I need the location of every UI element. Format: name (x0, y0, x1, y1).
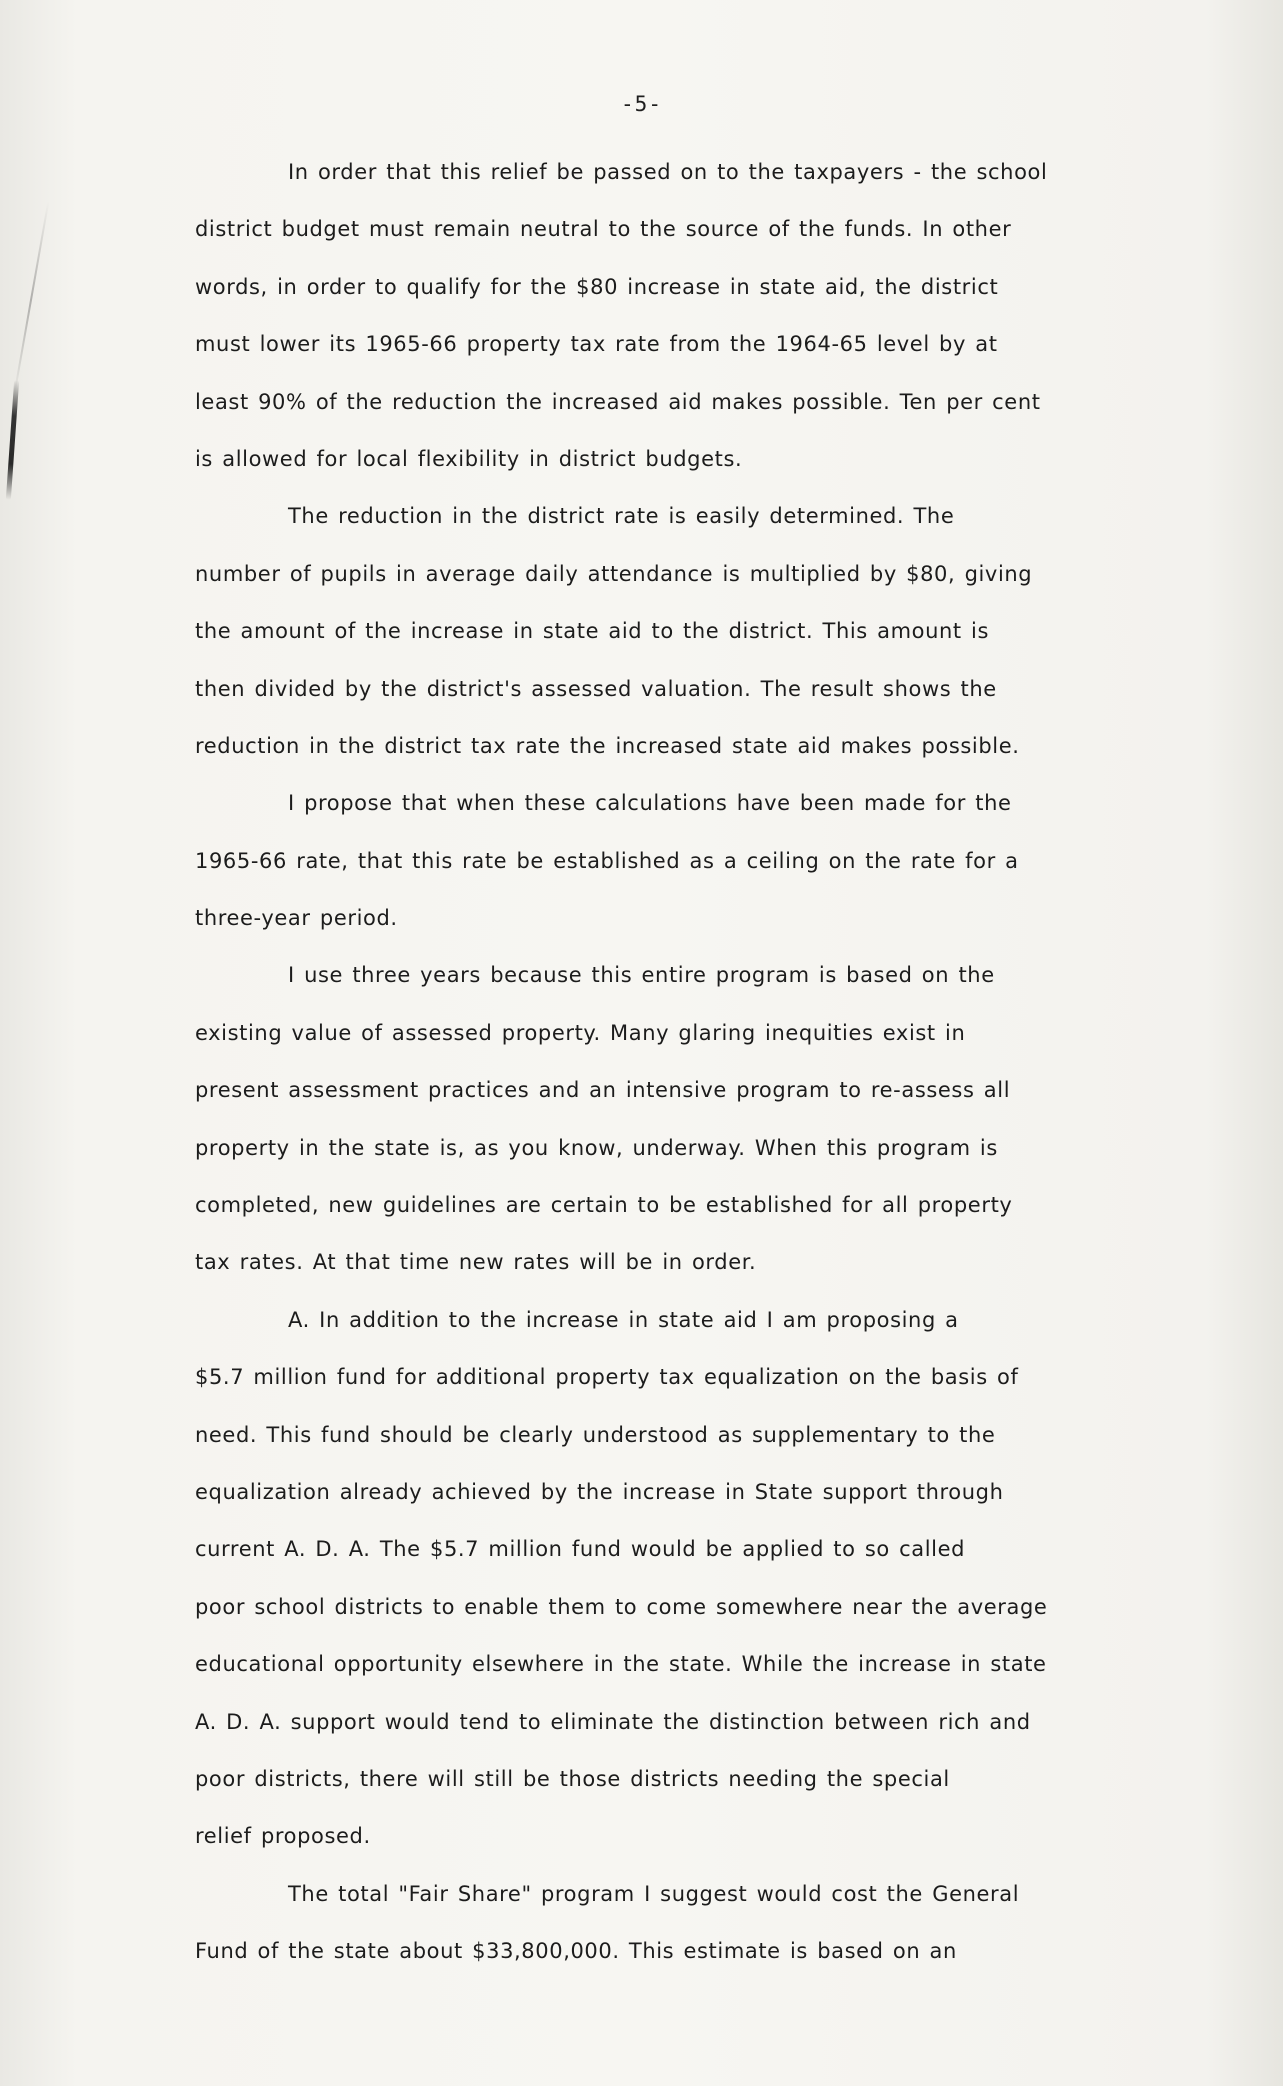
text-line: present assessment practices and an intensive program to re-assess all (195, 1078, 1011, 1103)
text-line: must lower its 1965-66 property tax rate from the 1964-65 level by at (195, 332, 998, 357)
text-line: current A. D. A. The $5.7 million fund would be applied to so called (195, 1537, 966, 1562)
body-text (195, 144, 1145, 1981)
text-line: need. This fund should be clearly understood as supplementary to the (195, 1422, 996, 1447)
text-line: I use three years because this entire program is based on the (288, 963, 995, 988)
text-line: In order that this relief be passed on to the taxpayers - the school (288, 160, 1048, 184)
paper-crease-mark (13, 201, 50, 398)
text-line: The total "Fair Share" program I suggest would cost the General (288, 1881, 1020, 1906)
text-line: property in the state is, as you know, underway. When this program is (195, 1135, 998, 1160)
text-line: existing value of assessed property. Many glaring inequities exist in (195, 1020, 966, 1045)
text-line: educational opportunity elsewhere in the state. While the increase in state (195, 1652, 1047, 1677)
text-line: poor school districts to enable them to come somewhere near the average (195, 1594, 1048, 1619)
paper-edge-shadow (6, 380, 19, 500)
text-line: $5.7 million fund for additional property tax equalization on the basis of (195, 1365, 1019, 1390)
text-line: The reduction in the district rate is easily determined. The (288, 504, 955, 529)
text-line: reduction in the district tax rate the increased state aid makes possible. (195, 733, 1020, 758)
text-line: poor districts, there will still be those districts needing the special (195, 1766, 950, 1791)
text-line: then divided by the district's assessed valuation. The result shows the (195, 676, 997, 701)
text-line: three-year period. (195, 906, 398, 931)
text-line: A. In addition to the increase in state aid I am proposing a (288, 1307, 959, 1332)
text-line: least 90% of the reduction the increased aid makes possible. Ten per cent (195, 389, 1041, 414)
text-line: is allowed for local flexibility in district budgets. (195, 446, 743, 471)
text-line: I propose that when these calculations have been made for the (288, 791, 1012, 816)
text-line: equalization already achieved by the increase in State support through (195, 1479, 1004, 1504)
text-line: relief proposed. (195, 1824, 371, 1849)
text-line: 1965-66 rate, that this rate be established as a ceiling on the rate for a (195, 848, 1019, 873)
text-line: number of pupils in average daily attendance is multiplied by $80, giving (195, 561, 1033, 586)
page-number: -5- (621, 92, 662, 116)
text-line: completed, new guidelines are certain to be established for all property (195, 1193, 1013, 1218)
text-line: words, in order to qualify for the $80 increase in state aid, the district (195, 274, 999, 299)
text-line: the amount of the increase in state aid to the district. This amount is (195, 619, 989, 644)
text-line: A. D. A. support would tend to eliminate the distinction between rich and (195, 1709, 1031, 1734)
text-line: district budget must remain neutral to the source of the funds. In other (195, 217, 1012, 242)
text-line: Fund of the state about $33,800,000. This estimate is based on an (195, 1939, 957, 1964)
text-line: tax rates. At that time new rates will be in order. (195, 1250, 757, 1275)
